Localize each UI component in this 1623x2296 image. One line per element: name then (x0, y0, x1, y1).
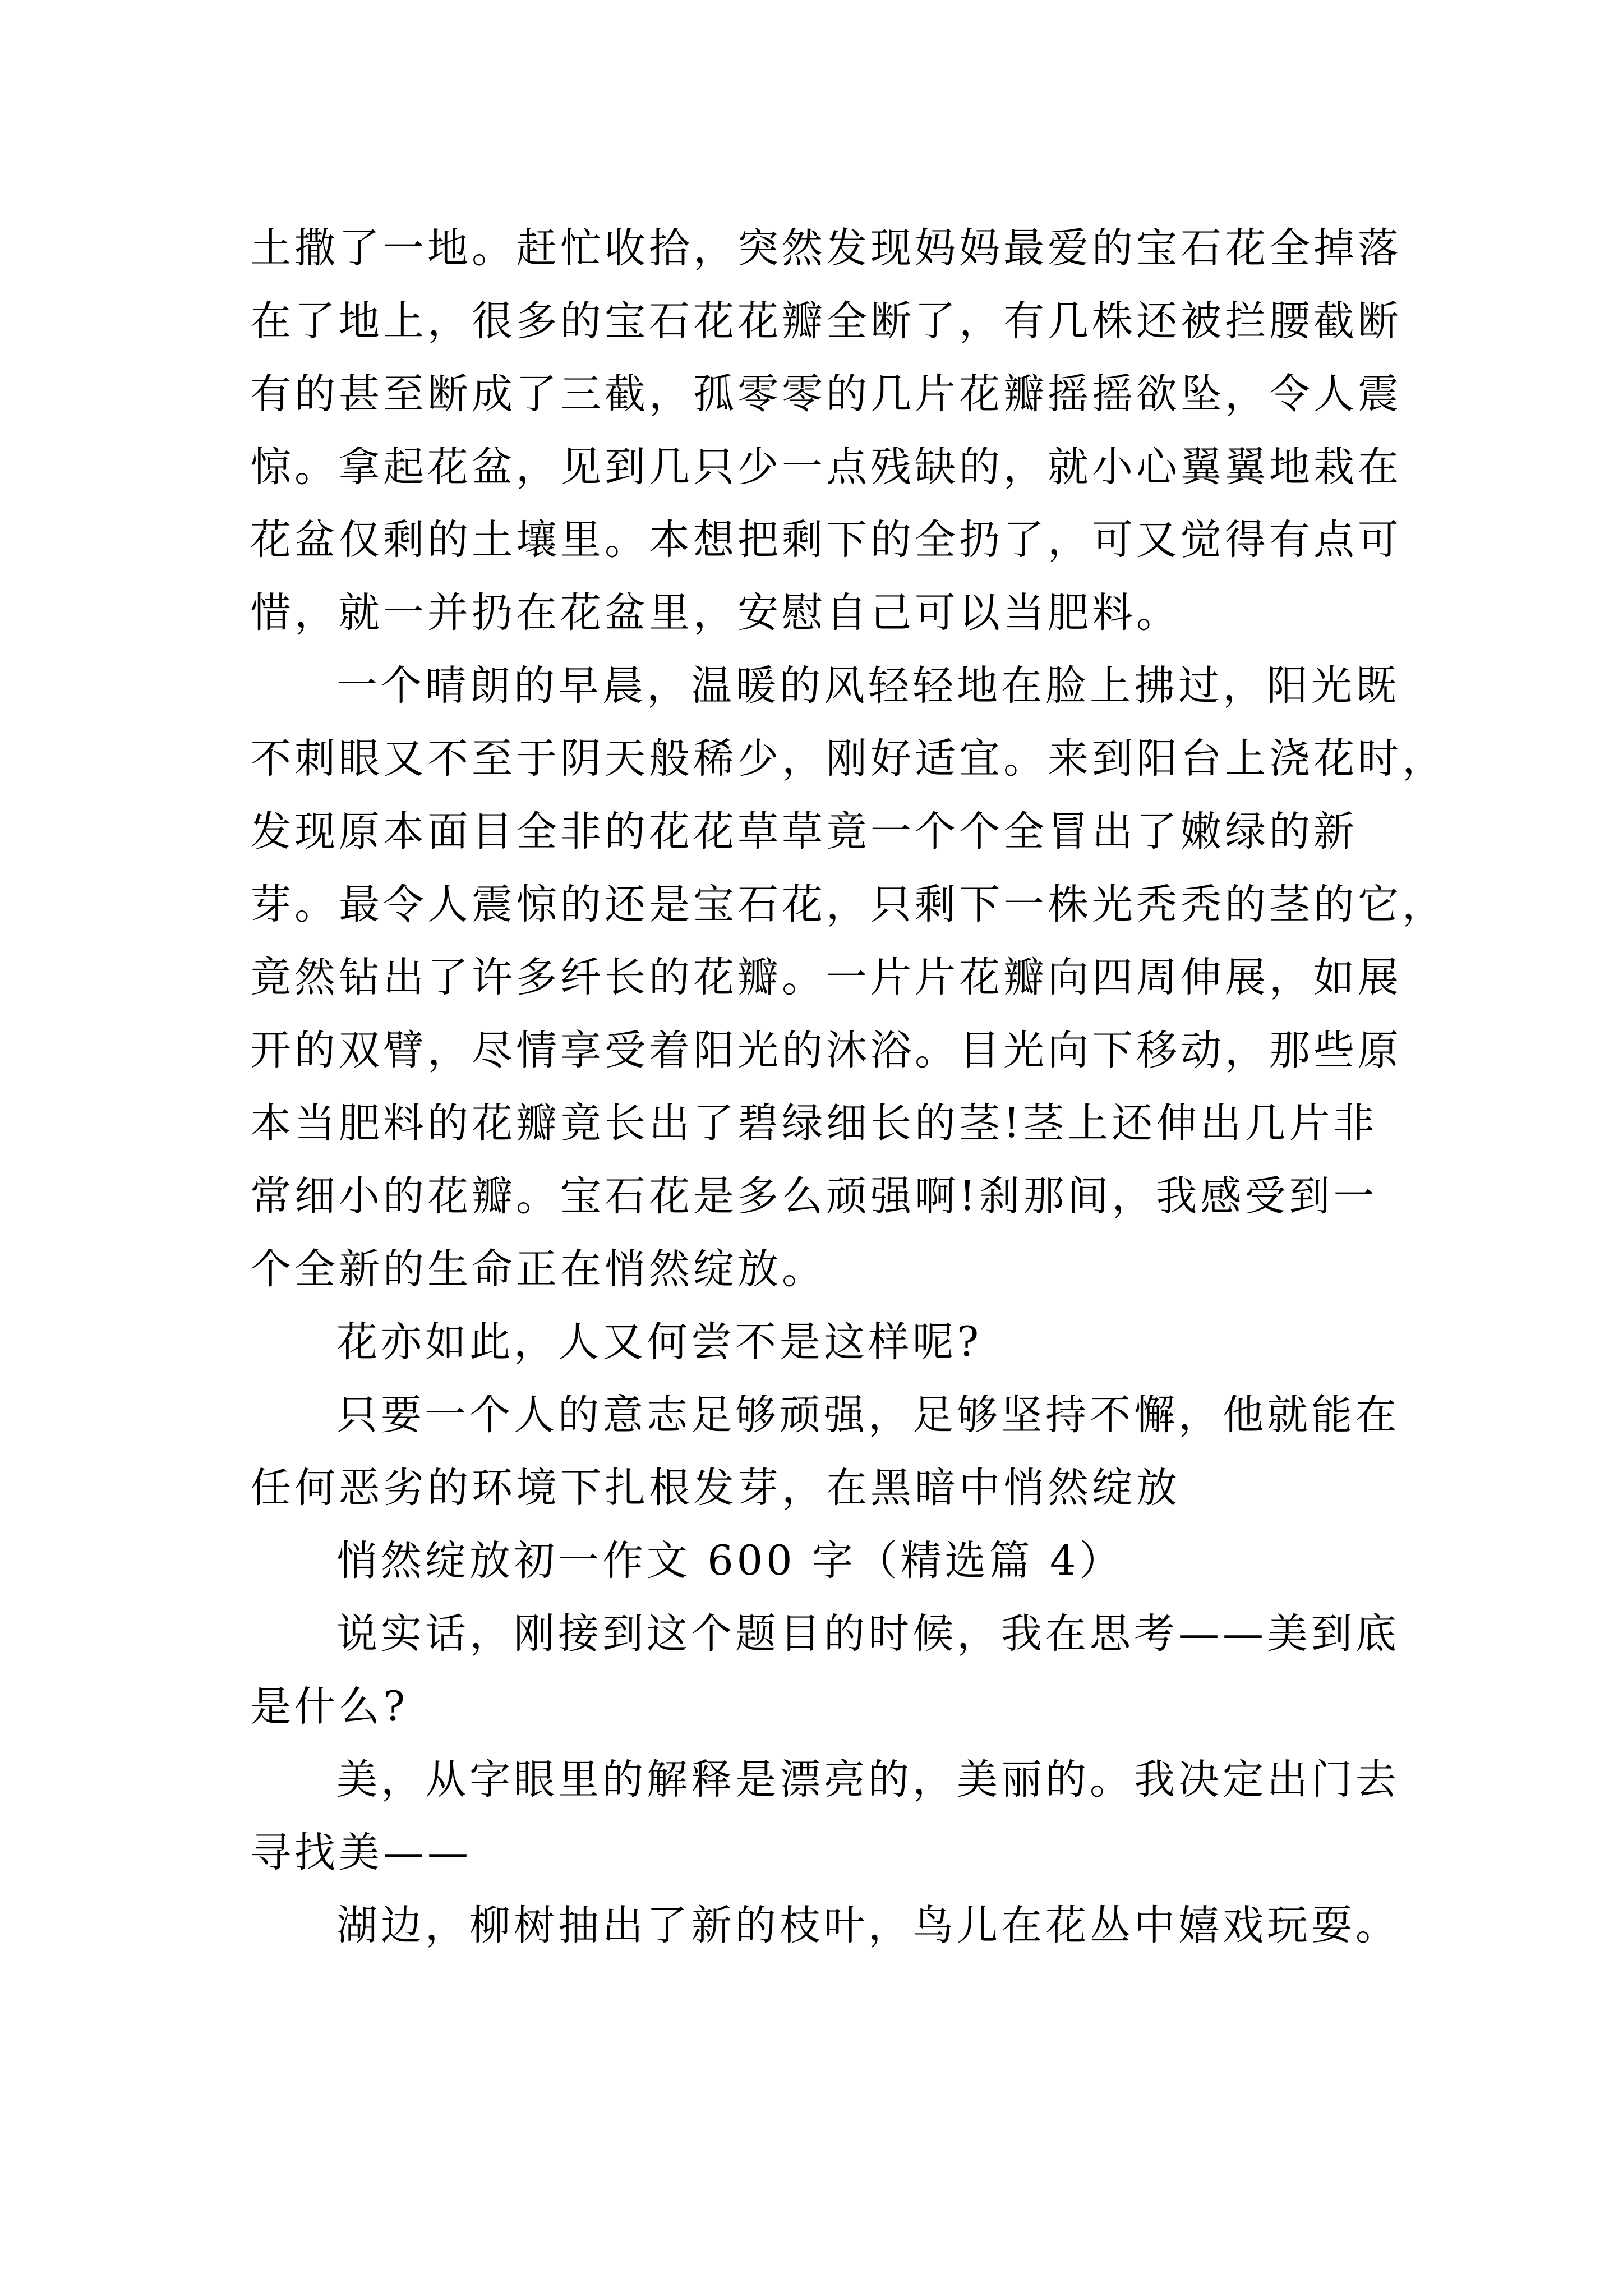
paragraph-line: 惜，就一并扔在花盆里，安慰自己可以当肥料。 (250, 589, 1181, 637)
paragraph-line: 寻找美—— (250, 1829, 472, 1876)
paragraph-line: 芽。最令人震惊的还是宝石花，只剩下一株光秃秃的茎的它， (250, 881, 1446, 928)
paragraph-line: 一个晴朗的早晨，温暖的风轻轻地在脸上拂过，阳光既 (336, 662, 1400, 710)
paragraph-line: 花盆仅剩的土壤里。本想把剩下的全扔了，可又觉得有点可 (250, 516, 1402, 564)
paragraph-line: 只要一个人的意志足够顽强，足够坚持不懈，他就能在 (336, 1391, 1400, 1439)
paragraph-line: 惊。拿起花盆，见到几只少一点残缺的，就小心翼翼地栽在 (250, 443, 1402, 491)
paragraph-line: 是什么? (250, 1683, 409, 1731)
paragraph-line: 在了地上，很多的宝石花花瓣全断了，有几株还被拦腰截断 (250, 297, 1402, 345)
paragraph-line: 有的甚至断成了三截，孤零零的几片花瓣摇摇欲坠，令人震 (250, 370, 1402, 418)
paragraph-line: 说实话，刚接到这个题目的时候，我在思考——美到底 (336, 1610, 1400, 1658)
paragraph-line: 本当肥料的花瓣竟长出了碧绿细长的茎!茎上还伸出几片非 (250, 1099, 1378, 1147)
paragraph-line: 开的双臂，尽情享受着阳光的沐浴。目光向下移动，那些原 (250, 1027, 1402, 1074)
paragraph-line: 常细小的花瓣。宝石花是多么顽强啊!刹那间，我感受到一 (250, 1172, 1378, 1220)
paragraph-line: 发现原本面目全非的花花草草竟一个个全冒出了嫩绿的新 (250, 808, 1358, 855)
paragraph-line: 土撒了一地。赶忙收拾，突然发现妈妈最爱的宝石花全掉落 (250, 224, 1402, 272)
paragraph-line: 湖边，柳树抽出了新的枝叶，鸟儿在花丛中嬉戏玩耍。 (336, 1902, 1400, 1949)
paragraph-line: 个全新的生命正在悄然绽放。 (250, 1245, 826, 1293)
paragraph-line: 任何恶劣的环境下扎根发芽，在黑暗中悄然绽放 (250, 1464, 1181, 1512)
paragraph-line: 美，从字眼里的解释是漂亮的，美丽的。我决定出门去 (336, 1756, 1400, 1803)
section-heading: 悄然绽放初一作文 600 字（精选篇 4） (336, 1537, 1124, 1585)
paragraph-line: 不刺眼又不至于阴天般稀少，刚好适宜。来到阳台上浇花时， (250, 735, 1446, 783)
paragraph-line: 花亦如此，人又何尝不是这样呢? (336, 1318, 983, 1366)
paragraph-line: 竟然钻出了许多纤长的花瓣。一片片花瓣向四周伸展，如展 (250, 954, 1402, 1001)
